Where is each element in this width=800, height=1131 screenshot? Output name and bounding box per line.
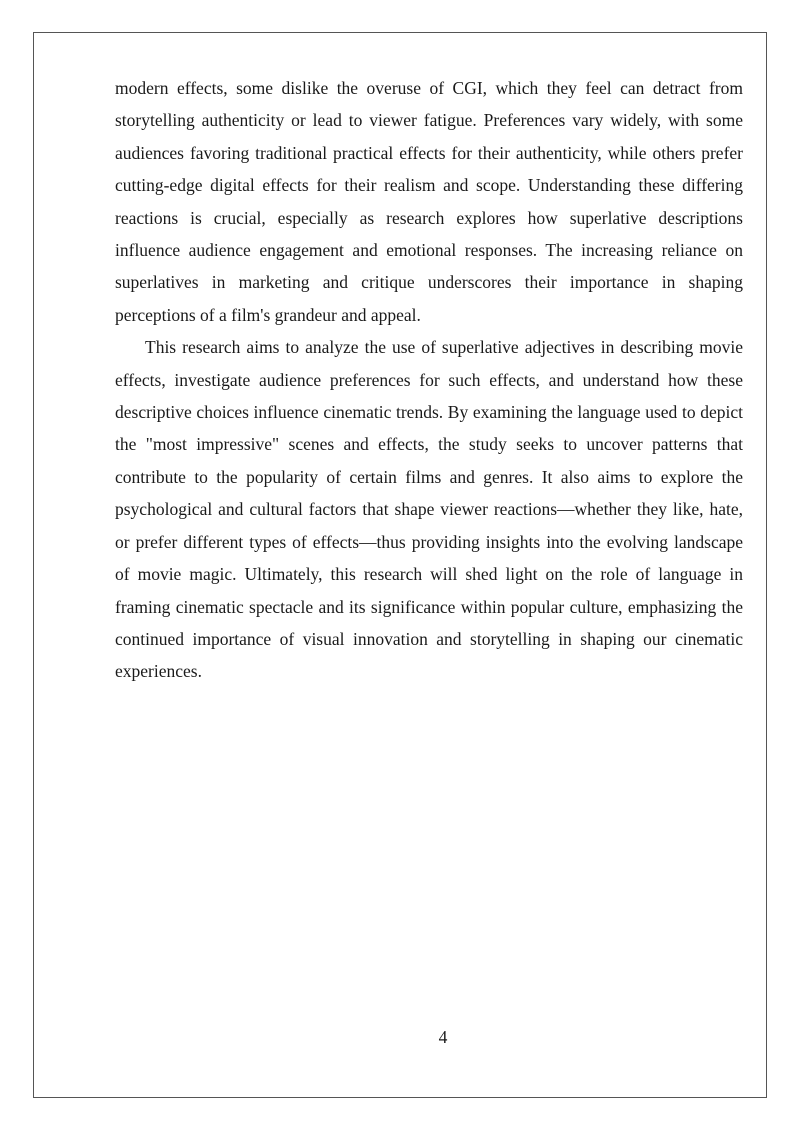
page-number: 4 (438, 1027, 448, 1047)
paragraph-continuation: modern effects, some dislike the overuse of CGI, which they feel can detract from storytelling authenticity or lead to viewer fatigue. Preferences vary widely, with some audiences favoring traditional practical effects for their authenticity, while others prefer cutting-edge digital effects for their realism and scope. Understanding these differing reactions is crucial, especially as research explores how superlative descriptions influence audience engagement and emotional responses. The increasing reliance on superlatives in marketing and critique underscores their importance in shaping perceptions of a film's grandeur and appeal. (115, 78, 743, 325)
paragraph-research-aims: This research aims to analyze the use of superlative adjectives in describing movie effects, investigate audience preferences for such effects, and understand how these descriptive choices influence cinematic trends. By examining the language used to depict the "most impressive" scenes and effects, the study seeks to uncover patterns that contribute to the popularity of certain films and genres. It also aims to explore the psychological and cultural factors that shape viewer reactions—whether they like, hate, or prefer different types of effects—thus providing insights into the evolving landscape of movie magic. Ultimately, this research will shed light on the role of language in framing cinematic spectacle and its significance within popular culture, emphasizing the continued importance of visual innovation and storytelling in shaping our cinematic experiences. (115, 337, 743, 682)
document-body (115, 72, 743, 688)
